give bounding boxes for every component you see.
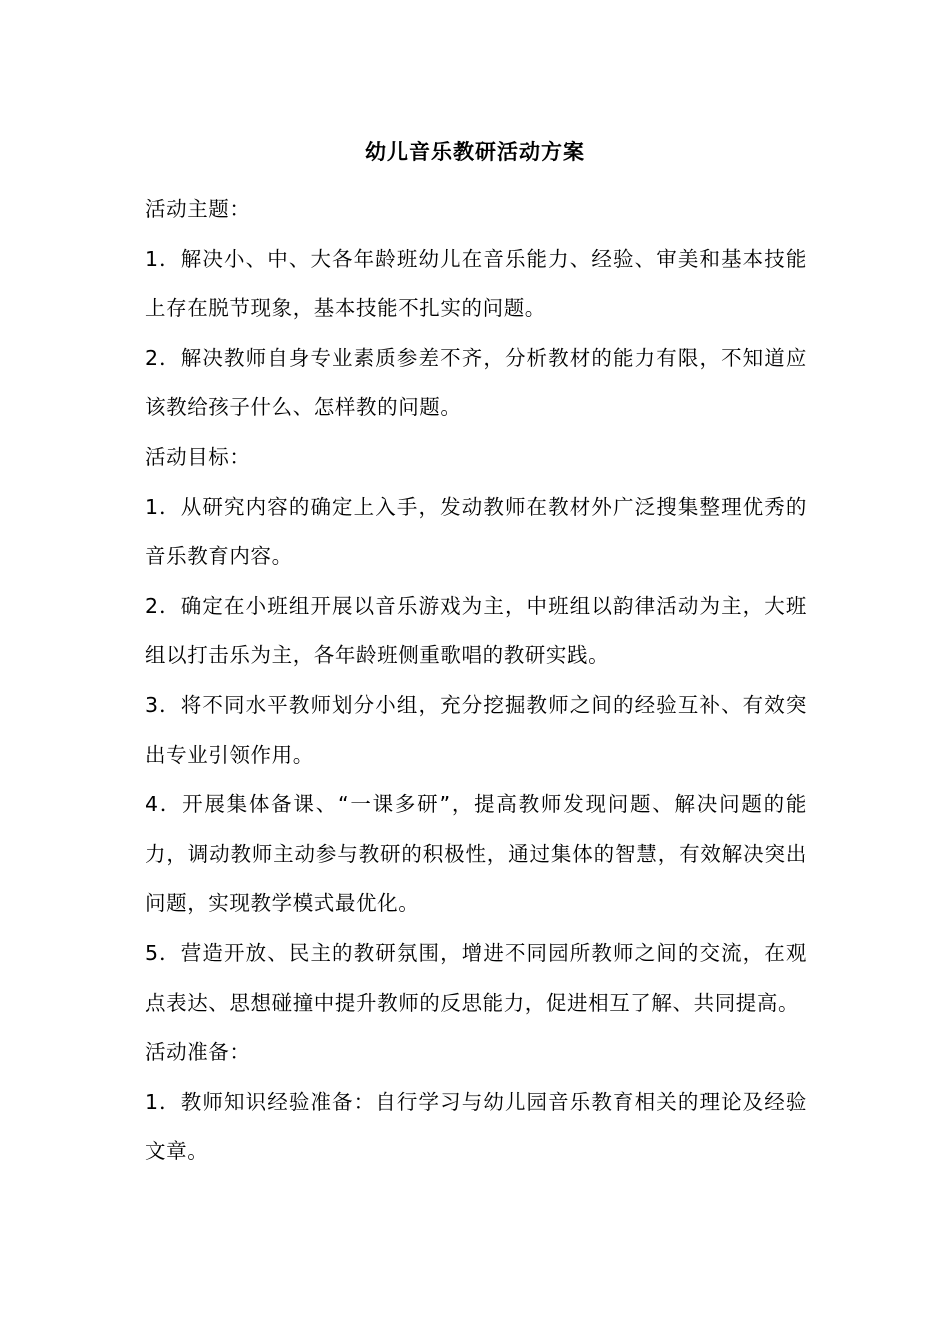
section-heading-theme: 活动主题： (145, 197, 251, 221)
section-heading-preparation: 活动准备： (145, 1040, 251, 1065)
paragraph: 3．将不同水平教师划分小组，充分挖掘教师之间的经验互补、有效突出专业引领作用。 (145, 692, 807, 767)
paragraph: 1．解决小、中、大各年龄班幼儿在音乐能力、经验、审美和基本技能上存在脱节现象，基本技能不扎实的问题。 (145, 246, 807, 321)
paragraph: 2．确定在小班组开展以音乐游戏为主，中班组以韵律活动为主，大班组以打击乐为主，各年龄班侧重歌唱的教研实践。 (145, 593, 807, 668)
document-body (145, 185, 807, 1177)
paragraph: 5．营造开放、民主的教研氛围，增进不同园所教师之间的交流，在观点表达、思想碰撞中提升教师的反思能力，促进相互了解、共同提高。 (145, 940, 807, 1015)
section-heading-goals: 活动目标： (145, 444, 251, 469)
paragraph: 2．解决教师自身专业素质参差不齐，分析教材的能力有限，不知道应该教给孩子什么、怎样教的问题。 (145, 345, 807, 420)
paragraph: 1．教师知识经验准备：自行学习与幼儿园音乐教育相关的理论及经验文章。 (145, 1089, 807, 1164)
document-title: 幼儿音乐教研活动方案 (365, 140, 585, 164)
paragraph: 1．从研究内容的确定上入手，发动教师在教材外广泛搜集整理优秀的音乐教育内容。 (145, 494, 807, 569)
paragraph: 4．开展集体备课、“一课多研”，提高教师发现问题、解决问题的能力，调动教师主动参与教研的积极性，通过集体的智慧，有效解决突出问题，实现教学模式最优化。 (145, 792, 807, 916)
